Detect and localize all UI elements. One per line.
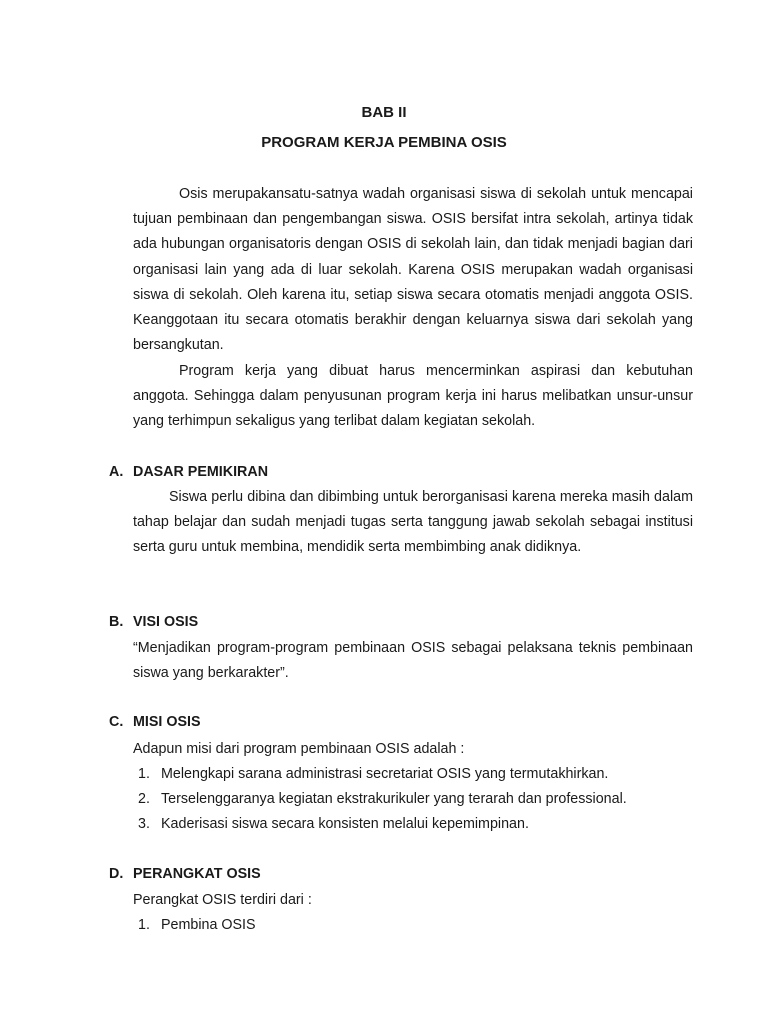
chapter-heading: BAB II [361, 104, 407, 121]
section-a-letter: A. [109, 464, 124, 480]
section-d-intro: Perangkat OSIS terdiri dari : [133, 892, 312, 908]
section-d-letter: D. [109, 866, 124, 882]
intro-paragraph-1: Osis merupakansatu-satnya wadah organisasi siswa di sekolah untuk mencapai tujuan pembinaan dan pengembangan siswa. OSIS bersifat intra sekolah, artinya tidak ada hubungan organisatoris dengan OSIS di sekolah lain, dan tidak menjadi bagian dari organisasi lain yang ada di luar sekolah. Karena OSIS merupakan wadah organisasi siswa di sekolah. Oleh karena itu, setiap siswa secara otomatis menjadi anggota OSIS. Keanggotaan itu secara otomatis berakhir dengan keluarnya siswa dari sekolah yang bersangkutan. [133, 186, 693, 354]
section-a-heading [109, 462, 268, 482]
section-b-heading [109, 612, 198, 632]
section-c-letter: C. [109, 714, 124, 730]
section-b-title: VISI OSIS [133, 614, 199, 630]
section-b-letter: B. [109, 614, 124, 630]
intro-paragraph-2: Program kerja yang dibuat harus mencerminkan aspirasi dan kebutuhan anggota. Sehingga dalam penyusunan program kerja ini harus melibatkan unsur-unsur yang terhimpun sekaligus yang terlibat dalam kegiatan sekolah. [133, 363, 693, 430]
list-item: 3. Kaderisasi siswa secara konsisten melalui kepemimpinan. [138, 816, 529, 832]
list-item: 1. Melengkapi sarana administrasi secretariat OSIS yang termutakhirkan. [138, 766, 609, 782]
section-c-intro: Adapun misi dari program pembinaan OSIS adalah : [133, 741, 465, 757]
section-d-title: PERANGKAT OSIS [133, 866, 261, 882]
section-b-body: “Menjadikan program-program pembinaan OSIS sebagai pelaksana teknis pembinaan siswa yang berkarakter”. [133, 640, 693, 682]
list-item: 1. Pembina OSIS [138, 917, 256, 933]
section-c-title: MISI OSIS [133, 714, 201, 730]
section-a-body: Siswa perlu dibina dan dibimbing untuk berorganisasi karena mereka masih dalam tahap belajar dan sudah menjadi tugas serta tanggung jawab sekolah sebagai institusi serta guru untuk membina, mendidik serta membimbing anak didiknya. [133, 489, 693, 556]
section-a-title: DASAR PEMIKIRAN [133, 464, 269, 480]
section-d-heading [109, 864, 261, 884]
document-title: PROGRAM KERJA PEMBINA OSIS [261, 134, 507, 151]
list-item: 2. Terselenggaranya kegiatan ekstrakurikuler yang terarah dan professional. [138, 791, 627, 807]
section-c-heading [109, 712, 201, 732]
